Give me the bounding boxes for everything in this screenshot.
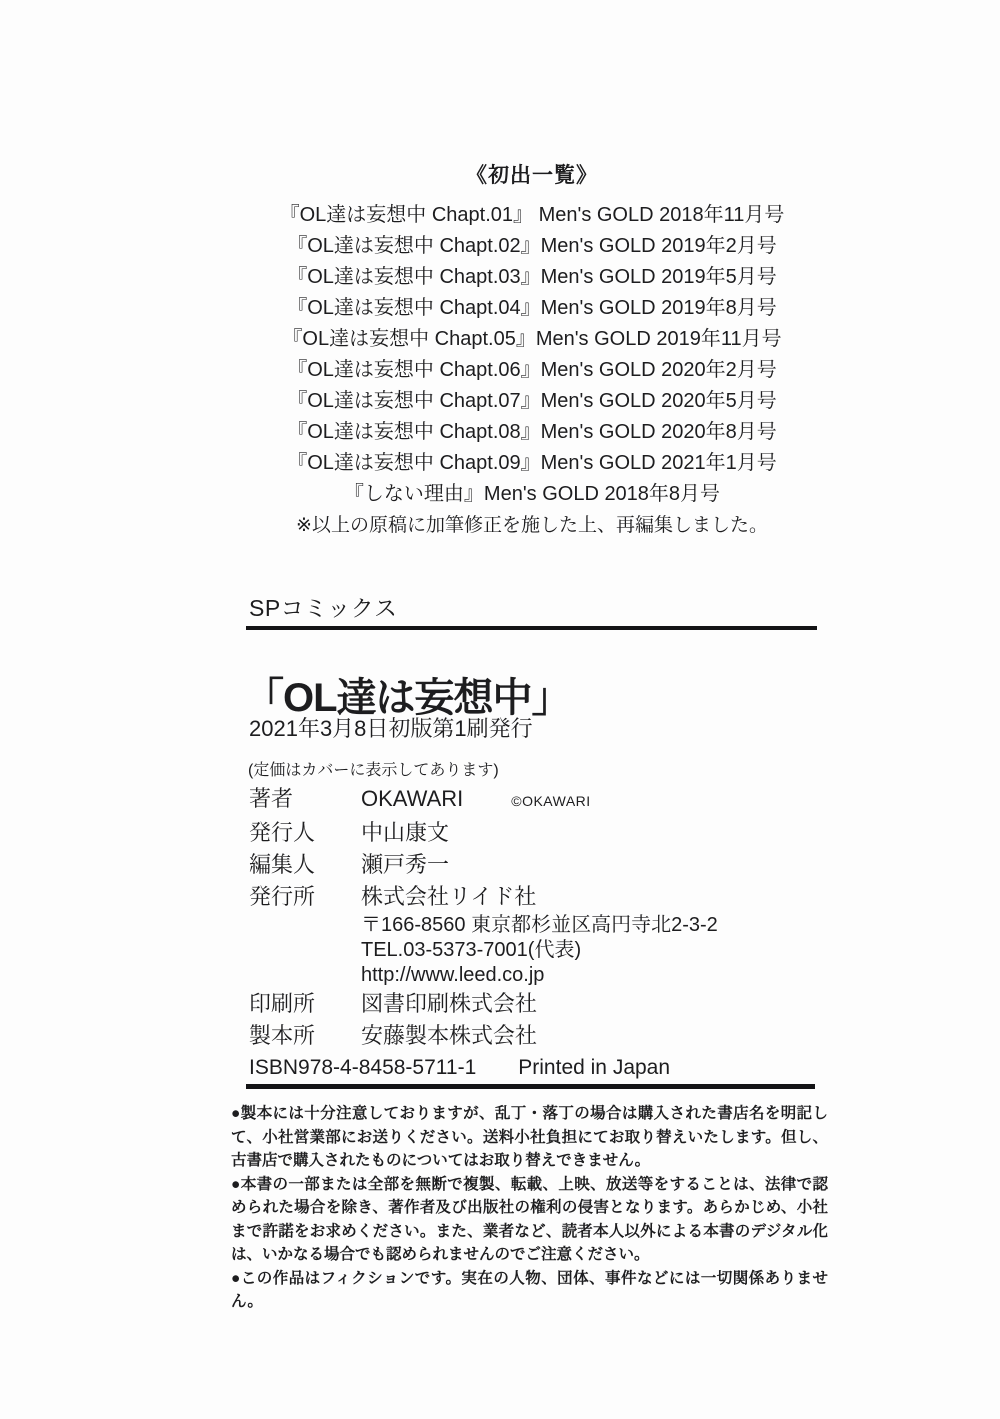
credit-label: 発行所 [249, 884, 316, 909]
credit-value: 安藤製本株式会社 [361, 1023, 538, 1048]
credit-value: OKAWARI [361, 786, 464, 811]
credit-label: 製本所 [249, 1023, 316, 1048]
legal-note-copyright: ●本書の一部または全部を無断で複製、転載、上映、放送等をすることは、法律で認められた場合を除き、著作者及び出版社の権利の侵害となります。あらかじめ、小社まで許諾をお求めください。また、業者など、読者本人以外による本書のデジタル化は、いかなる場合でも認められませんのでご注意ください。 [231, 1175, 828, 1263]
credit-row-bindery [249, 1020, 829, 1052]
divider-rule-bottom [246, 1084, 815, 1089]
book-title: 「OL達は妄想中」 [244, 675, 571, 720]
credit-value: 中山康文 [361, 820, 450, 845]
series-label: SPコミックス [249, 595, 398, 621]
credit-row-publisher-person [249, 817, 829, 849]
legal-note-returns: ●製本には十分注意しておりますが、乱丁・落丁の場合は購入された書店名を明記して、小社営業部にお送りください。送料小社負担にてお取り替えいたします。但し、古書店で購入されたものについてはお取り替えできません。 [231, 1105, 828, 1169]
first-publication-list [232, 160, 832, 541]
price-note: (定価はカバーに表示してあります) [248, 762, 499, 779]
isbn-number: ISBN978-4-8458-5711-1 [249, 1056, 477, 1079]
divider-rule-top [246, 626, 817, 630]
first-publication-entry: 『しない理由』Men's GOLD 2018年8月号 [343, 483, 721, 505]
credit-value: 図書印刷株式会社 [361, 991, 538, 1016]
first-publication-heading: 《初出一覧》 [466, 164, 598, 187]
first-publication-entry: 『OL達は妄想中 Chapt.05』Men's GOLD 2019年11月号 [282, 328, 782, 350]
credit-label: 編集人 [249, 852, 316, 877]
first-publication-entry: 『OL達は妄想中 Chapt.03』Men's GOLD 2019年5月号 [287, 266, 777, 288]
first-publication-entry: 『OL達は妄想中 Chapt.01』 Men's GOLD 2018年11月号 [279, 204, 785, 226]
first-publication-entry: 『OL達は妄想中 Chapt.02』Men's GOLD 2019年2月号 [287, 235, 777, 257]
credit-label: 印刷所 [249, 991, 316, 1016]
first-publication-entry: 『OL達は妄想中 Chapt.06』Men's GOLD 2020年2月号 [287, 359, 777, 381]
first-publication-entry: 『OL達は妄想中 Chapt.08』Men's GOLD 2020年8月号 [287, 421, 777, 443]
credit-row-editor [249, 849, 829, 881]
credit-row-printer [249, 988, 829, 1020]
edition-line: 2021年3月8日初版第1刷発行 [249, 716, 533, 741]
credit-row-author [249, 783, 829, 817]
publisher-address: 〒166-8560 東京都杉並区高円寺北2-3-2 [361, 914, 718, 936]
first-publication-entry: 『OL達は妄想中 Chapt.07』Men's GOLD 2020年5月号 [287, 390, 777, 412]
credit-value: 株式会社リイド社 [361, 884, 537, 909]
legal-note-fiction: ●この作品はフィクションです。実在の人物、団体、事件などには一切関係ありません。 [231, 1269, 828, 1310]
credit-value: 瀬戸秀一 [361, 852, 450, 877]
first-publication-entry: 『OL達は妄想中 Chapt.09』Men's GOLD 2021年1月号 [287, 452, 777, 474]
copyright-notice: ©OKAWARI [511, 793, 591, 809]
isbn-row [249, 1052, 829, 1084]
credits-table [249, 783, 829, 1084]
first-publication-entry: 『OL達は妄想中 Chapt.04』Men's GOLD 2019年8月号 [287, 297, 777, 319]
first-publication-note: ※以上の原稿に加筆修正を施した上、再編集しました。 [296, 515, 768, 536]
printed-in-japan: Printed in Japan [518, 1056, 671, 1079]
publisher-url: http://www.leed.co.jp [361, 964, 545, 986]
publisher-phone: TEL.03-5373-7001(代表) [361, 939, 582, 961]
credit-label: 著者 [249, 786, 294, 811]
credit-label: 発行人 [249, 820, 316, 845]
legal-notes [231, 1102, 828, 1314]
credit-row-publishing-company [249, 881, 829, 913]
